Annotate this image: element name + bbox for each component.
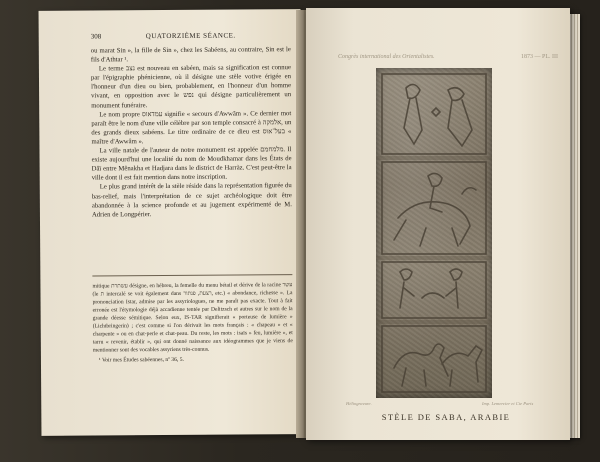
footnote-ref: ¹ Voir mes Études sabéennes, nº 36, 5. <box>98 356 184 364</box>
running-head <box>91 31 291 44</box>
stele-relief-image <box>376 68 492 398</box>
register-bottom <box>382 326 486 392</box>
paragraph-5: Le plus grand intérêt de la stèle réside dans la représentation figurée du bas-relief, mais l'interprétation de ce sujet archéologique doit être abandonnée à la science profonde et au jugement expérimenté de M. Adrien de Longpérier. <box>91 182 292 219</box>
plate-header <box>334 54 558 64</box>
divider-3 <box>376 320 492 324</box>
body-text <box>91 45 292 219</box>
paragraph-4: La ville natale de l'auteur de notre monument est appelée מלמחמם. Il existe aujourd'hui une localité du nom de Moudkhamar dans les États de Dâï entre Mênakha et Hadjara dans le district de Harràz. C'est peut-être la ville dont il est fait mention dans notre inscription. <box>91 146 292 182</box>
paragraph-3: Le nom propre עמדאוס signifie « secours d'Awwâm ». Ce dernier mot paraît être le nom d'une ville célèbre par son temple consacré à אלמקה, un des grands dieux sabéens. Le titre ordinaire de ce dieu est בעל־אוס « maître d'Awwâm ». <box>91 109 292 146</box>
running-title: QUATORZIÈME SÉANCE. <box>145 31 236 41</box>
right-page-plate <box>306 8 570 440</box>
left-page <box>39 9 304 436</box>
credit-left: Héliogravure. <box>346 401 372 406</box>
figure-top-left <box>404 84 422 144</box>
register-third <box>382 262 486 318</box>
plate-header-left: Congrès international des Orientalistes. <box>338 54 435 60</box>
relief-carving <box>376 68 492 398</box>
figure-third-right <box>446 269 462 308</box>
register-rider <box>382 162 486 254</box>
horse-head <box>462 188 476 194</box>
camel-left <box>394 344 448 386</box>
plate-caption: STÈLE DE SABA, ARABIE <box>381 412 511 422</box>
divider-1 <box>376 156 492 160</box>
credit-right: Imp. Lemercier et Cie Paris <box>482 401 534 406</box>
rider-figure <box>428 173 442 212</box>
footnote-main: mitique עשתרת désigne, en hébreu, la femelle du menu bétail et dérive de la racine עשר (le ת intercalé se voit également dans רצעת, פנתור, etc.) « abondance, richesse ». La prononciation Istar, admise par les assyriologues, ne me paraît pas exacte. Tout à fait erronée est l'étymologie déjà accadienne tentée par Delitzsch et autres sur le nom de la grande déesse sémitique. Selon eux, IS-TAR signifierait « porteuse de lumière » (Lichtbringerin) ; c'est comme si l'on dérivait les mots français : « chapeau » et « charpente » ou en chat-perle et chat-peau. Du reste, les mots : isaïs » feu, lumière », et tarru « revenir, établir », qui ont donné naissance aux idéogrammes que je viens de mentionner sont des vocables assyriens très-connus. <box>92 282 293 354</box>
paragraph-1: ou marat Sin », la fille de Sin », chez les Sabéens, au contraire, Sin est le fils d'Athtar ¹. <box>90 46 291 64</box>
figure-third-left <box>400 269 414 308</box>
footnotes <box>92 281 293 364</box>
body-text-block <box>91 45 292 219</box>
camel-hump <box>422 293 444 298</box>
ornament-top <box>432 108 440 116</box>
divider-2 <box>376 256 492 260</box>
page-number: 308 <box>90 32 102 41</box>
camel-right <box>442 346 482 386</box>
figure-top-right <box>448 88 472 146</box>
footnote-rule <box>92 274 292 276</box>
plate-number: 1873 — PL. III <box>521 54 558 60</box>
paragraph-2: Le terme נצב est nouveau en sabéen, mais sa signification est connue par l'épigraphie phénicienne, où il désigne une stèle votive érigée en l'honneur d'un dieu ou bien, probablement, en l'honneur d'un homme vivant, en opposition avec le נפש qui désigne particulièrement un monument funéraire. <box>90 64 292 110</box>
